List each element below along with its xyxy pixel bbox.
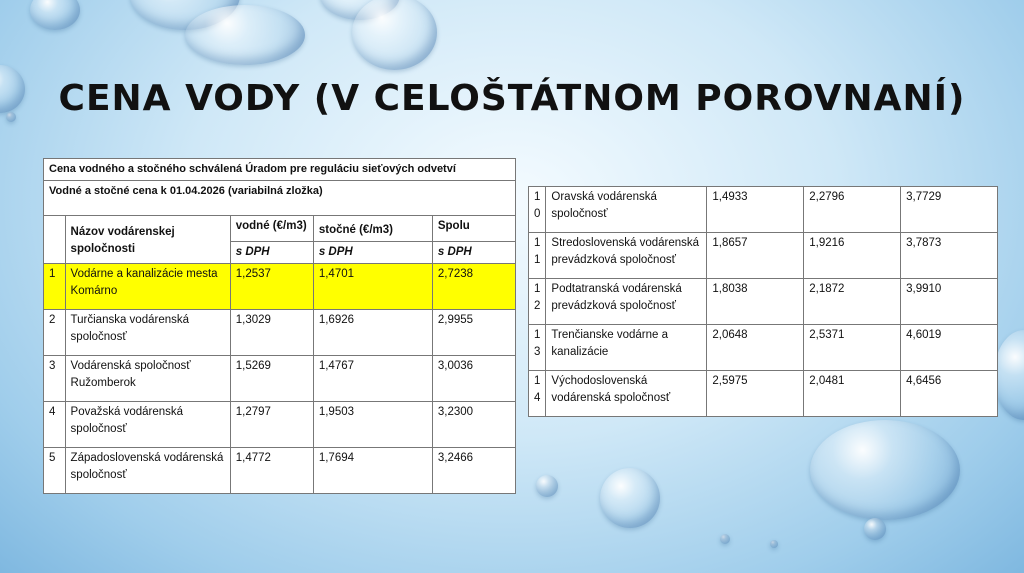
stocne-value: 2,0481 (804, 371, 901, 417)
vodne-value: 1,2797 (230, 402, 313, 448)
subheader-dph: s DPH (432, 242, 515, 264)
stocne-value: 2,5371 (804, 325, 901, 371)
spolu-value: 2,9955 (432, 310, 515, 356)
header-company-name: Názov vodárenskej spoločnosti (65, 216, 230, 264)
water-drop (864, 518, 886, 540)
water-drop (600, 468, 660, 528)
subheader-dph: s DPH (313, 242, 432, 264)
vodne-value: 1,5269 (230, 356, 313, 402)
stocne-value: 1,7694 (313, 448, 432, 494)
company-name: Trenčianske vodárne a kanalizácie (546, 325, 707, 371)
table-row (529, 233, 998, 279)
table-subcaption: Vodné a stočné cena k 01.04.2026 (variabilná zložka) (44, 181, 516, 216)
company-name: Vodárenská spoločnosť Ružomberok (65, 356, 230, 402)
header-vodne: vodné (€/m3) (230, 216, 313, 242)
row-number: 4 (44, 402, 66, 448)
table-row (44, 310, 516, 356)
vodne-value: 1,4933 (707, 187, 804, 233)
table-row (44, 448, 516, 494)
header-spolu: Spolu (432, 216, 515, 242)
company-name: Stredoslovenská vodárenská prevádzková spoločnosť (546, 233, 707, 279)
table-row (529, 325, 998, 371)
spolu-value: 3,2300 (432, 402, 515, 448)
slide-title: CENA VODY (V CELOŠTÁTNOM POROVNANÍ) (58, 78, 966, 119)
company-name: Oravská vodárenská spoločnosť (546, 187, 707, 233)
spolu-value: 3,9910 (901, 279, 998, 325)
water-drop (352, 0, 437, 70)
vodne-value: 2,5975 (707, 371, 804, 417)
company-name: Podtatranská vodárenská prevádzková spoločnosť (546, 279, 707, 325)
water-drop (994, 330, 1024, 420)
spolu-value: 3,7873 (901, 233, 998, 279)
stocne-value: 2,1872 (804, 279, 901, 325)
spolu-value: 3,7729 (901, 187, 998, 233)
water-drop (536, 475, 558, 497)
row-number: 10 (529, 187, 546, 233)
vodne-value: 2,0648 (707, 325, 804, 371)
row-number: 3 (44, 356, 66, 402)
vodne-value: 1,4772 (230, 448, 313, 494)
table-caption: Cena vodného a stočného schválená Úradom pre reguláciu sieťových odvetví (44, 159, 516, 181)
water-drop (770, 540, 778, 548)
row-number: 11 (529, 233, 546, 279)
spolu-value: 3,2466 (432, 448, 515, 494)
row-number: 5 (44, 448, 66, 494)
vodne-value: 1,8038 (707, 279, 804, 325)
company-name: Západoslovenská vodárenská spoločnosť (65, 448, 230, 494)
table-row (529, 187, 998, 233)
water-drop (810, 420, 960, 520)
table-row (529, 371, 998, 417)
subheader-dph: s DPH (230, 242, 313, 264)
company-name: Považská vodárenská spoločnosť (65, 402, 230, 448)
table-row (44, 356, 516, 402)
row-number: 14 (529, 371, 546, 417)
company-name: Východoslovenská vodárenská spoločnosť (546, 371, 707, 417)
stocne-value: 1,9503 (313, 402, 432, 448)
water-drop (720, 534, 730, 544)
row-number: 12 (529, 279, 546, 325)
stocne-value: 1,4767 (313, 356, 432, 402)
stocne-value: 1,4701 (313, 264, 432, 310)
water-price-table-left (43, 158, 516, 494)
spolu-value: 4,6019 (901, 325, 998, 371)
header-stocne: stočné (€/m3) (313, 216, 432, 242)
spolu-value: 2,7238 (432, 264, 515, 310)
vodne-value: 1,2537 (230, 264, 313, 310)
water-drop (30, 0, 80, 30)
stocne-value: 2,2796 (804, 187, 901, 233)
row-number: 13 (529, 325, 546, 371)
stocne-value: 1,9216 (804, 233, 901, 279)
vodne-value: 1,8657 (707, 233, 804, 279)
spolu-value: 4,6456 (901, 371, 998, 417)
row-number: 2 (44, 310, 66, 356)
company-name: Turčianska vodárenská spoločnosť (65, 310, 230, 356)
stocne-value: 1,6926 (313, 310, 432, 356)
water-drop (185, 5, 305, 65)
company-name: Vodárne a kanalizácie mesta Komárno (65, 264, 230, 310)
row-number: 1 (44, 264, 66, 310)
table-row (44, 402, 516, 448)
table-row (44, 264, 516, 310)
water-price-table-right (528, 186, 998, 417)
vodne-value: 1,3029 (230, 310, 313, 356)
table-row (529, 279, 998, 325)
spolu-value: 3,0036 (432, 356, 515, 402)
